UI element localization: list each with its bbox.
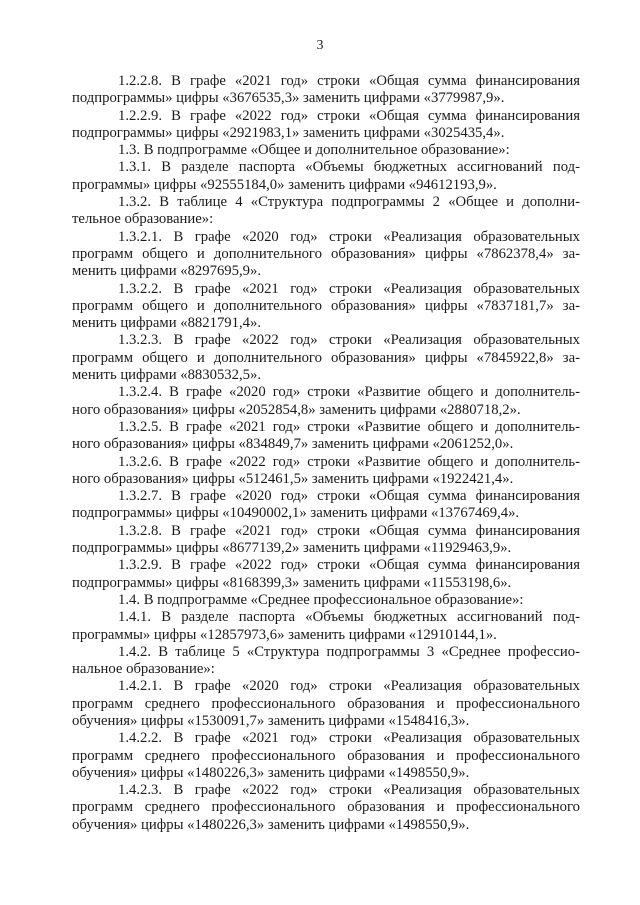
text-line: 1.4.2.3. В графе «2022 год» строки «Реализация образовательных xyxy=(118,782,580,799)
text-line: подпрограммы» цифры «10490002,1» заменить цифрами «13767469,4». xyxy=(72,505,520,522)
text-line: менить цифрами «8821791,4». xyxy=(72,315,262,332)
text-line: программ общего и дополнительного образования» цифры «7862378,4» за- xyxy=(72,245,580,262)
text-line: нальное образование»: xyxy=(72,661,215,678)
text-line: подпрограммы» цифры «8677139,2» заменить цифрами «11929463,9». xyxy=(72,540,512,557)
text-line: ного образования» цифры «2052854,8» заменить цифрами «2880718,2». xyxy=(72,401,521,418)
text-line: 1.3.2.7. В графе «2020 год» строки «Общая сумма финансирования xyxy=(118,488,580,505)
text-line: 1.3. В подпрограмме «Общее и дополнительное образование»: xyxy=(118,142,510,159)
text-line: 1.3.2.5. В графе «2021 год» строки «Развитие общего и дополнитель- xyxy=(118,418,580,435)
text-line: 1.4.2.1. В графе «2020 год» строки «Реализация образовательных xyxy=(118,678,580,695)
text-line: 1.3.2.3. В графе «2022 год» строки «Реализация образовательных xyxy=(118,332,580,349)
text-line: программ среднего профессионального образования и профессионального xyxy=(72,695,580,712)
text-line: обучения» цифры «1530091,7» заменить цифрами «1548416,3». xyxy=(72,712,470,729)
document-body xyxy=(72,73,580,834)
text-line: 1.4. В подпрограмме «Среднее профессиональное образование»: xyxy=(118,591,524,608)
text-line: 1.3.2.4. В графе «2020 год» строки «Развитие общего и дополнитель- xyxy=(118,384,580,401)
text-line: 1.3.2. В таблице 4 «Структура подпрограммы 2 «Общее и дополни- xyxy=(118,194,580,211)
text-line: менить цифрами «8830532,5». xyxy=(72,367,262,384)
page-number: 3 xyxy=(316,38,324,53)
text-line: программ среднего профессионального образования и профессионального xyxy=(72,747,580,764)
text-line: 1.4.2. В таблице 5 «Структура подпрограммы 3 «Среднее профессио- xyxy=(118,643,580,660)
text-line: 1.2.2.9. В графе «2022 год» строки «Общая сумма финансирования xyxy=(118,107,580,124)
text-line: подпрограммы» цифры «2921983,1» заменить цифрами «3025435,4». xyxy=(72,124,505,141)
text-line: 1.3.2.1. В графе «2020 год» строки «Реализация образовательных xyxy=(118,228,580,245)
text-line: 1.3.2.8. В графе «2021 год» строки «Общая сумма финансирования xyxy=(118,522,580,539)
text-line: 1.3.1. В разделе паспорта «Объемы бюджетных ассигнований под- xyxy=(118,159,580,176)
text-line: программ общего и дополнительного образования» цифры «7837181,7» за- xyxy=(72,297,580,314)
text-line: программ общего и дополнительного образования» цифры «7845922,8» за- xyxy=(72,349,580,366)
text-line: 1.2.2.8. В графе «2021 год» строки «Общая сумма финансирования xyxy=(118,73,580,89)
text-line: подпрограммы» цифры «8168399,3» заменить цифрами «11553198,6». xyxy=(72,574,512,591)
text-line: 1.4.1. В разделе паспорта «Объемы бюджетных ассигнований под- xyxy=(118,609,580,626)
text-line: тельное образование»: xyxy=(72,211,214,228)
text-line: программы» цифры «12857973,6» заменить цифрами «12910144,1». xyxy=(72,626,497,643)
text-line: 1.3.2.6. В графе «2022 год» строки «Развитие общего и дополнитель- xyxy=(118,453,580,470)
text-line: ного образования» цифры «834849,7» заменить цифрами «2061252,0». xyxy=(72,436,514,453)
text-line: обучения» цифры «1480226,3» заменить цифрами «1498550,9». xyxy=(72,816,470,833)
text-line: 1.4.2.2. В графе «2021 год» строки «Реализация образовательных xyxy=(118,730,580,747)
text-line: 1.3.2.9. В графе «2022 год» строки «Общая сумма финансирования xyxy=(118,557,580,574)
text-line: обучения» цифры «1480226,3» заменить цифрами «1498550,9». xyxy=(72,764,470,781)
text-line: менить цифрами «8297695,9». xyxy=(72,263,262,280)
text-line: подпрограммы» цифры «3676535,3» заменить цифрами «3779987,9». xyxy=(72,90,505,107)
text-line: ного образования» цифры «512461,5» заменить цифрами «1922421,4». xyxy=(72,470,514,487)
text-line: программ среднего профессионального образования и профессионального xyxy=(72,799,580,816)
text-line: программы» цифры «92555184,0» заменить цифрами «94612193,9». xyxy=(72,176,497,193)
text-line: 1.3.2.2. В графе «2021 год» строки «Реализация образовательных xyxy=(118,280,580,297)
